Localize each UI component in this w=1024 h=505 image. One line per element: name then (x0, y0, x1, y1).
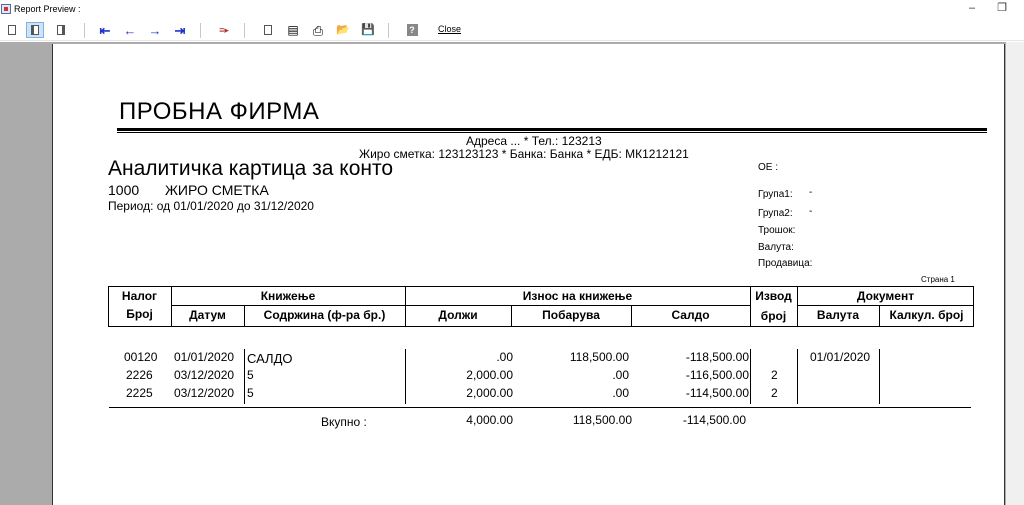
first-page-icon: ⇤ (99, 22, 111, 38)
printer-icon: ⎙ (312, 22, 324, 38)
last-page-button[interactable] (171, 22, 189, 38)
toolbar-separator (84, 23, 85, 38)
cell-izvod: 2 (771, 368, 778, 382)
two-page-button[interactable] (52, 22, 70, 38)
previous-page-button[interactable] (121, 22, 139, 38)
totals-label: Вкупно : (321, 415, 367, 429)
single-page-button[interactable] (3, 22, 21, 38)
group1-label: Група1: (758, 189, 793, 200)
title-bar (0, 0, 1024, 20)
save-button[interactable] (359, 22, 377, 38)
oe-label: ОЕ : (758, 162, 779, 173)
totals-rule (109, 407, 971, 408)
restore-button[interactable]: ❐ (997, 2, 1007, 14)
totals-dolzi: 4,000.00 (466, 413, 513, 427)
first-page-button[interactable] (96, 22, 114, 38)
cost-label: Трошок: (758, 225, 796, 236)
report-title: Аналитичка картица за конто (108, 157, 394, 180)
help-icon: ? (407, 24, 418, 36)
header-izvod: Извод (755, 289, 792, 303)
app-icon (1, 4, 11, 14)
report-period: Период: од 01/01/2020 до 31/12/2020 (108, 199, 314, 213)
cell-pobaruva: .00 (612, 368, 629, 382)
cell-nalog: 2226 (126, 368, 153, 382)
page-width-icon (31, 25, 39, 35)
header-rule-thin (117, 132, 987, 133)
header-broj: Број (126, 307, 153, 321)
header-dokument: Документ (856, 289, 915, 303)
body-column-line (244, 349, 245, 404)
header-divider (797, 305, 974, 306)
save-icon: 💾 (361, 23, 375, 36)
cell-datum: 03/12/2020 (174, 386, 235, 400)
two-page-icon (57, 25, 65, 35)
window-title: Report Preview : (14, 4, 81, 14)
body-column-line (750, 349, 751, 404)
arrow-left-icon: ← (123, 22, 137, 38)
cell-pobaruva: .00 (612, 386, 629, 400)
cell-sodrzina: 5 (247, 386, 254, 400)
minimize-button[interactable]: – (968, 2, 976, 14)
cell-saldo: -116,500.00 (685, 368, 749, 382)
header-dolzi: Должи (438, 308, 478, 322)
body-column-line (879, 349, 880, 404)
arrow-right-icon: → (148, 22, 162, 38)
account-code: 1000 (108, 182, 140, 198)
print-button[interactable] (309, 22, 327, 38)
cell-valuta: 01/01/2020 (810, 350, 871, 364)
cell-datum: 01/01/2020 (174, 350, 235, 364)
toolbar-separator (200, 23, 201, 38)
cell-dolzi: 2,000.00 (466, 386, 513, 400)
header-kalkul: Калкул. број (889, 308, 964, 322)
cell-saldo: -118,500.00 (685, 350, 749, 364)
body-column-line (797, 349, 798, 404)
vertical-scrollbar[interactable] (1006, 42, 1024, 505)
page-number: Страна 1 (921, 275, 955, 284)
cell-nalog: 00120 (124, 350, 158, 364)
group2-label: Група2: (758, 208, 793, 219)
print-setup-icon: ▤ (287, 23, 299, 37)
header-saldo: Салдо (671, 308, 710, 322)
toolbar-separator (244, 23, 245, 38)
totals-pobaruva: 118,500.00 (572, 413, 632, 427)
cell-izvod: 2 (771, 386, 778, 400)
help-button[interactable] (403, 22, 421, 38)
report-page (52, 44, 1005, 505)
copy-page-button[interactable] (259, 22, 277, 38)
header-rule (117, 128, 987, 131)
group2-value: - (809, 206, 813, 217)
currency-label: Валута: (758, 242, 794, 253)
cell-dolzi: .00 (496, 350, 513, 364)
folder-open-icon: 📂 (336, 23, 350, 36)
header-sodrzina: Содржина (ф-ра бр.) (263, 308, 386, 322)
company-bank-info: Жиро сметка: 123123123 * Банка: Банка * ЕДБ: МК1212121 (359, 147, 689, 161)
next-page-button[interactable] (146, 22, 164, 38)
header-iznos: Износ на книжење (522, 289, 633, 303)
cell-dolzi: 2,000.00 (466, 368, 513, 382)
header-divider (171, 305, 750, 306)
seller-label: Продавица: (758, 258, 813, 269)
copy-page-icon (264, 25, 272, 35)
header-knizenje: Книжење (260, 289, 316, 303)
cell-nalog: 2225 (126, 386, 153, 400)
close-button[interactable]: Close (438, 24, 462, 34)
cell-sodrzina: 5 (247, 368, 254, 382)
preview-area (0, 42, 1024, 505)
company-address: Адреса ... * Тел.: 123213 (466, 134, 602, 148)
single-page-icon (8, 25, 16, 35)
company-name: ПРОБНА ФИРМА (119, 98, 320, 125)
header-pobaruva: Побарува (542, 308, 600, 322)
goto-page-button[interactable] (215, 22, 233, 38)
totals-saldo: -114,500.00 (682, 413, 746, 427)
group1-value: - (809, 187, 813, 198)
open-button[interactable] (334, 22, 352, 38)
header-datum: Датум (189, 308, 226, 322)
cell-sodrzina: САЛДО (247, 351, 293, 366)
toolbar-separator (388, 23, 389, 38)
cell-saldo: -114,500.00 (685, 386, 749, 400)
last-page-icon: ⇥ (174, 22, 186, 38)
header-izvod-broj: број (760, 309, 787, 323)
goto-page-icon: ≡▸ (219, 24, 229, 35)
account-name: ЖИРО СМЕТКА (165, 182, 269, 198)
toolbar (0, 20, 1024, 41)
cell-datum: 03/12/2020 (174, 368, 235, 382)
header-valuta: Валута (816, 308, 860, 322)
page-width-button[interactable] (26, 22, 44, 38)
print-setup-button[interactable] (284, 22, 302, 38)
cell-pobaruva: 118,500.00 (569, 350, 629, 364)
header-nalog: Налог (121, 289, 158, 303)
